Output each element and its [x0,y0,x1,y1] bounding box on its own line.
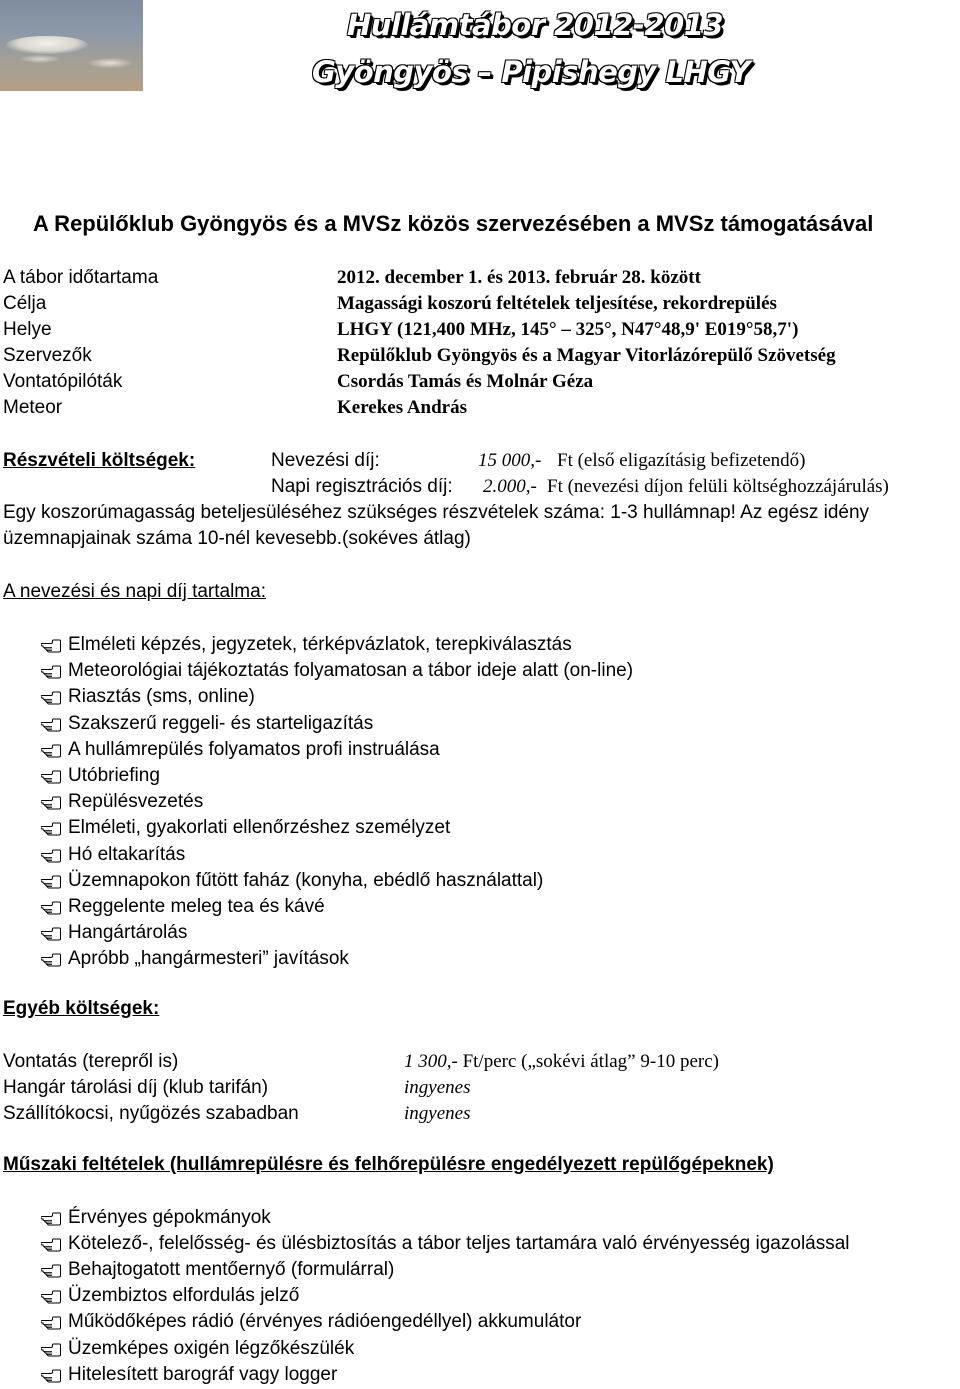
pointing-hand-icon [41,1264,61,1278]
pointing-hand-icon [41,1212,61,1226]
organizer-subtitle: A Repülőklub Gyöngyös és a MVSz közös szervezésében a MVSz támogatásával [33,211,874,236]
header-location: Gyöngyös – Pipishegy LHGY [312,55,750,89]
includes-item: A hullámrepülés folyamatos profi instruálása [68,738,440,760]
info-label: Helye [3,319,52,340]
daily-fee-note: Ft (nevezési díjon felüli költséghozzájárulás) [547,476,889,497]
entry-fee-amount: 15 000,- [478,450,542,471]
info-value: 2012. december 1. és 2013. február 28. között [337,267,701,288]
info-label: Meteor [3,397,63,418]
pointing-hand-icon [41,875,61,889]
includes-item: Repülésvezetés [68,791,204,813]
includes-item: Szakszerű reggeli- és starteligazítás [68,712,374,734]
technical-item: Behajtogatott mentőernyő (formulárral) [68,1259,395,1281]
header-photo-lenticular-cloud [0,0,143,91]
pointing-hand-icon [41,927,61,941]
pointing-hand-icon [41,849,61,863]
includes-item: Hangártárolás [68,922,188,944]
pointing-hand-icon [41,1290,61,1304]
other-cost-label: Szállítókocsi, nyűgözés szabadban [3,1103,299,1124]
pointing-hand-icon [41,665,61,679]
info-label: Célja [3,293,47,314]
includes-item: Riasztás (sms, online) [68,686,255,708]
info-value: LHGY (121,400 MHz, 145° – 325°, N47°48,9' E019°58,7') [337,319,799,340]
pointing-hand-icon [41,901,61,915]
technical-item: Kötelező-, felelősség- és ülésbiztosítás a tábor teljes tartamára való érvényesség igazolással [68,1233,850,1255]
costs-paragraph-line1: Egy koszorúmagasság beteljesüléséhez szükséges részvételek száma: 1-3 hullámnap! Az egész idény [3,502,870,523]
technical-item: Üzembiztos elfordulás jelző [68,1285,300,1307]
info-value: Csordás Tamás és Molnár Géza [337,371,594,392]
pointing-hand-icon [41,744,61,758]
technical-item: Üzemképes oxigén légzőkészülék [68,1337,355,1359]
pointing-hand-icon [41,639,61,653]
includes-item: Üzemnapokon fűtött faház (konyha, ebédlő használattal) [68,869,544,891]
costs-paragraph-line2: üzemnapjainak száma 10-nél kevesebb.(sokéves átlag) [3,528,471,549]
other-cost-amount: ingyenes [404,1103,471,1124]
info-value: Repülőklub Gyöngyös és a Magyar Vitorlázórepülő Szövetség [337,345,836,366]
pointing-hand-icon [41,1238,61,1252]
pointing-hand-icon [41,1369,61,1383]
other-costs-heading: Egyéb költségek: [3,998,160,1019]
costs-heading: Részvételi költségek: [3,450,196,471]
includes-item: Meteorológiai tájékoztatás folyamatosan a tábor ideje alatt (on-line) [68,660,634,682]
includes-item: Elméleti képzés, jegyzetek, térképvázlatok, terepkiválasztás [68,634,572,655]
other-cost-label: Vontatás (terepről is) [3,1051,179,1072]
technical-item: Hitelesített barográf vagy logger [68,1363,338,1385]
includes-item: Elméleti, gyakorlati ellenőrzéshez személyzet [68,817,451,839]
pointing-hand-icon [41,691,61,705]
info-label: A tábor időtartama [3,267,159,288]
pointing-hand-icon [41,1316,61,1330]
includes-item: Hó eltakarítás [68,843,186,865]
entry-fee-label: Nevezési díj: [271,450,380,471]
technical-item: Érvényes gépokmányok [68,1207,271,1228]
other-cost-amount: 1 300,- [404,1051,458,1072]
pointing-hand-icon [41,1343,61,1357]
technical-heading: Műszaki feltételek (hullámrepülésre és felhőrepülésre engedélyezett repülőgépeknek) [3,1154,774,1175]
info-value: Magassági koszorú feltételek teljesítése, rekordrepülés [337,293,777,314]
technical-item: Működőképes rádió (érvényes rádióengedéllyel) akkumulátor [68,1311,582,1333]
info-label: Vontatópilóták [3,371,123,392]
other-cost-value [404,1103,470,1125]
includes-item: Reggelente meleg tea és kávé [68,896,325,917]
info-value: Kerekes András [337,397,468,418]
header-title: Hullámtábor 2012-2013 [347,8,724,42]
daily-fee-amount: 2.000,- [483,476,537,497]
pointing-hand-icon [41,953,61,967]
pointing-hand-icon [41,770,61,784]
entry-fee-note: Ft (első eligazításig befizetendő) [557,450,806,471]
pointing-hand-icon [41,822,61,836]
pointing-hand-icon [41,796,61,810]
pointing-hand-icon [41,718,61,732]
other-cost-value [404,1077,470,1099]
includes-item: Utóbriefing [68,765,160,786]
includes-heading: A nevezési és napi díj tartalma: [3,581,266,602]
daily-fee-label: Napi regisztrációs díj: [271,476,453,497]
other-cost-value [404,1051,719,1073]
other-cost-label: Hangár tárolási díj (klub tarifán) [3,1077,269,1098]
other-cost-amount: ingyenes [404,1077,471,1098]
includes-item: Apróbb „hangármesteri” javítások [68,948,349,970]
info-label: Szervezők [3,345,92,366]
other-cost-note: Ft/perc („sokévi átlag” 9-10 perc) [457,1051,719,1072]
